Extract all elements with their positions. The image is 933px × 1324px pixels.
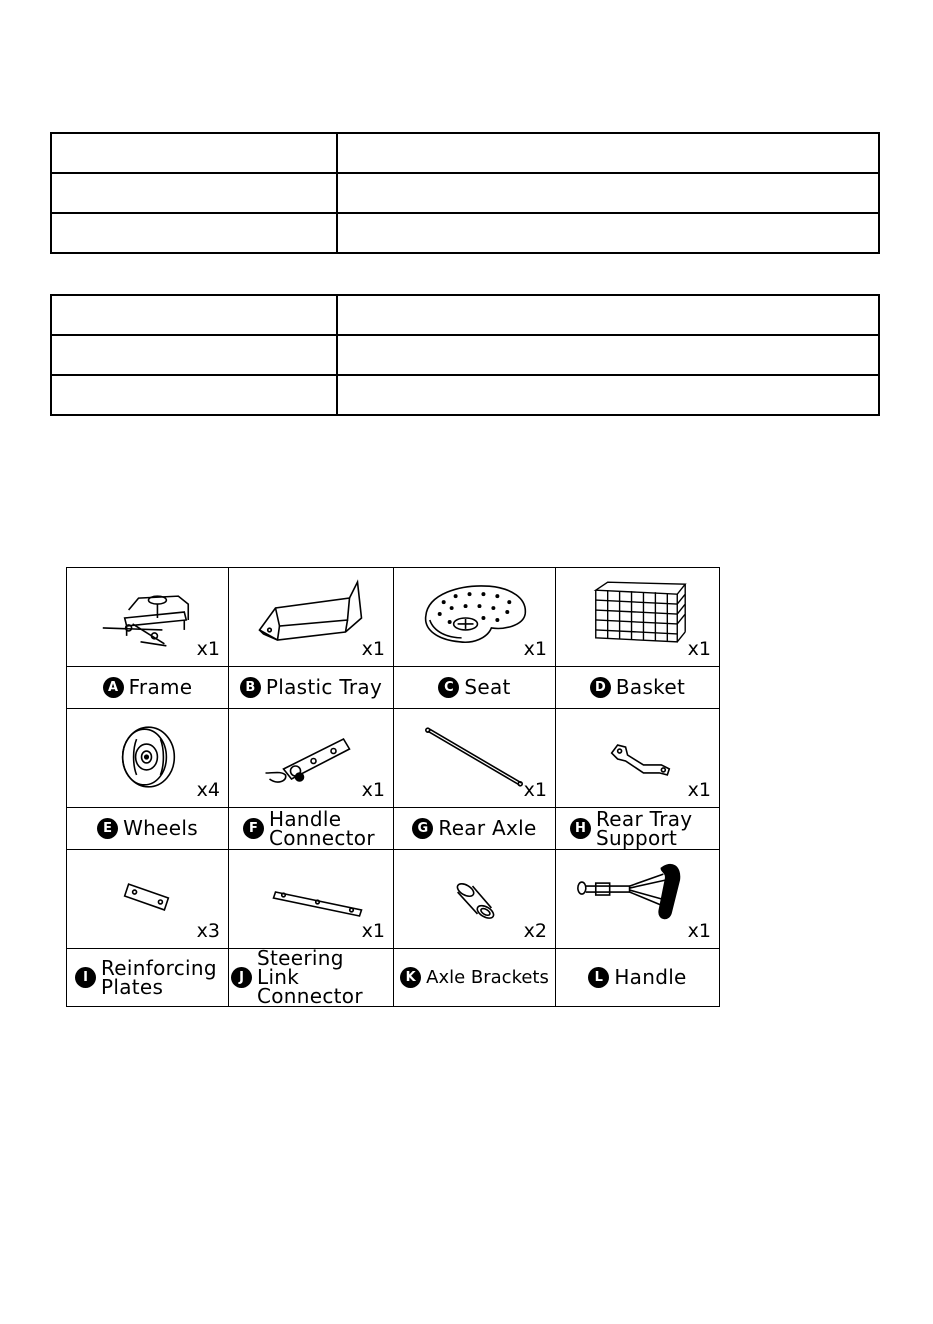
table-row — [51, 213, 879, 253]
table-cell — [51, 375, 337, 415]
part-name: Rear Tray Support — [596, 806, 693, 850]
spec-table-1 — [50, 132, 880, 254]
part-name: Frame — [128, 675, 193, 699]
part-letter-badge: E — [97, 818, 118, 839]
part-label-cell — [394, 808, 556, 850]
part-letter-badge: I — [75, 967, 96, 988]
part-letter-badge: C — [438, 677, 459, 698]
part-image-cell — [394, 709, 556, 808]
parts-label-row — [67, 667, 720, 709]
table-cell — [51, 335, 337, 375]
part-name: Wheels — [123, 816, 198, 840]
part-letter-badge: D — [590, 677, 611, 698]
part-image-cell — [394, 568, 556, 667]
part-letter-badge: G — [412, 818, 433, 839]
part-image-cell — [229, 709, 394, 808]
table-cell — [337, 173, 879, 213]
quantity-label: x1 — [361, 779, 385, 801]
part-image-cell — [229, 568, 394, 667]
part-name: Seat — [464, 675, 511, 699]
quantity-label: x2 — [523, 920, 547, 942]
quantity-label: x4 — [196, 779, 220, 801]
part-letter-badge: H — [570, 818, 591, 839]
part-image-cell — [67, 568, 229, 667]
part-name: Basket — [615, 675, 686, 699]
part-letter-badge: B — [240, 677, 261, 698]
parts-image-row — [67, 568, 720, 667]
table-cell — [337, 295, 879, 335]
table-cell — [337, 375, 879, 415]
table-cell — [51, 133, 337, 173]
part-letter-badge: A — [103, 677, 124, 698]
part-image-cell — [229, 850, 394, 949]
table-cell — [337, 335, 879, 375]
table-cell — [337, 133, 879, 173]
part-name: Reinforcing Plates — [101, 955, 217, 999]
part-label-cell — [67, 949, 229, 1007]
part-name: Axle Brackets — [426, 967, 549, 988]
part-letter-badge: J — [231, 967, 252, 988]
part-name: Handle Connector — [269, 806, 375, 850]
part-letter-badge: K — [400, 967, 421, 988]
part-image-cell — [556, 568, 720, 667]
parts-image-row — [67, 850, 720, 949]
quantity-label: x1 — [196, 638, 220, 660]
quantity-label: x1 — [523, 638, 547, 660]
spec-table-2 — [50, 294, 880, 416]
table-row — [51, 375, 879, 415]
part-image-cell — [394, 850, 556, 949]
part-image-cell — [556, 709, 720, 808]
part-label-cell — [229, 946, 394, 1008]
part-image-cell — [556, 850, 720, 949]
part-name: Rear Axle — [438, 816, 537, 840]
part-label-cell — [556, 808, 720, 850]
quantity-label: x1 — [687, 779, 711, 801]
part-name: Plastic Tray — [265, 675, 383, 699]
part-label-cell — [229, 667, 394, 709]
quantity-label: x1 — [523, 779, 547, 801]
part-label-cell — [67, 808, 229, 850]
part-name: Handle — [614, 965, 687, 989]
table-cell — [337, 213, 879, 253]
quantity-label: x3 — [196, 920, 220, 942]
quantity-label: x1 — [361, 920, 385, 942]
part-label-cell — [556, 949, 720, 1007]
part-label-cell — [394, 949, 556, 1007]
table-cell — [51, 295, 337, 335]
table-row — [51, 295, 879, 335]
part-image-cell — [67, 850, 229, 949]
part-letter-badge: F — [243, 818, 264, 839]
quantity-label: x1 — [687, 920, 711, 942]
part-name: Steering Link Connector — [257, 946, 363, 1008]
parts-image-row — [67, 709, 720, 808]
parts-label-row — [67, 949, 720, 1007]
table-cell — [51, 213, 337, 253]
part-label-cell — [67, 667, 229, 709]
table-cell — [51, 173, 337, 213]
parts-label-row — [67, 808, 720, 850]
quantity-label: x1 — [361, 638, 385, 660]
part-label-cell — [556, 667, 720, 709]
part-image-cell — [67, 709, 229, 808]
quantity-label: x1 — [687, 638, 711, 660]
table-row — [51, 173, 879, 213]
part-letter-badge: L — [588, 967, 609, 988]
table-row — [51, 335, 879, 375]
table-row — [51, 133, 879, 173]
parts-list-table — [66, 567, 720, 1007]
part-label-cell — [394, 667, 556, 709]
part-label-cell — [229, 808, 394, 850]
